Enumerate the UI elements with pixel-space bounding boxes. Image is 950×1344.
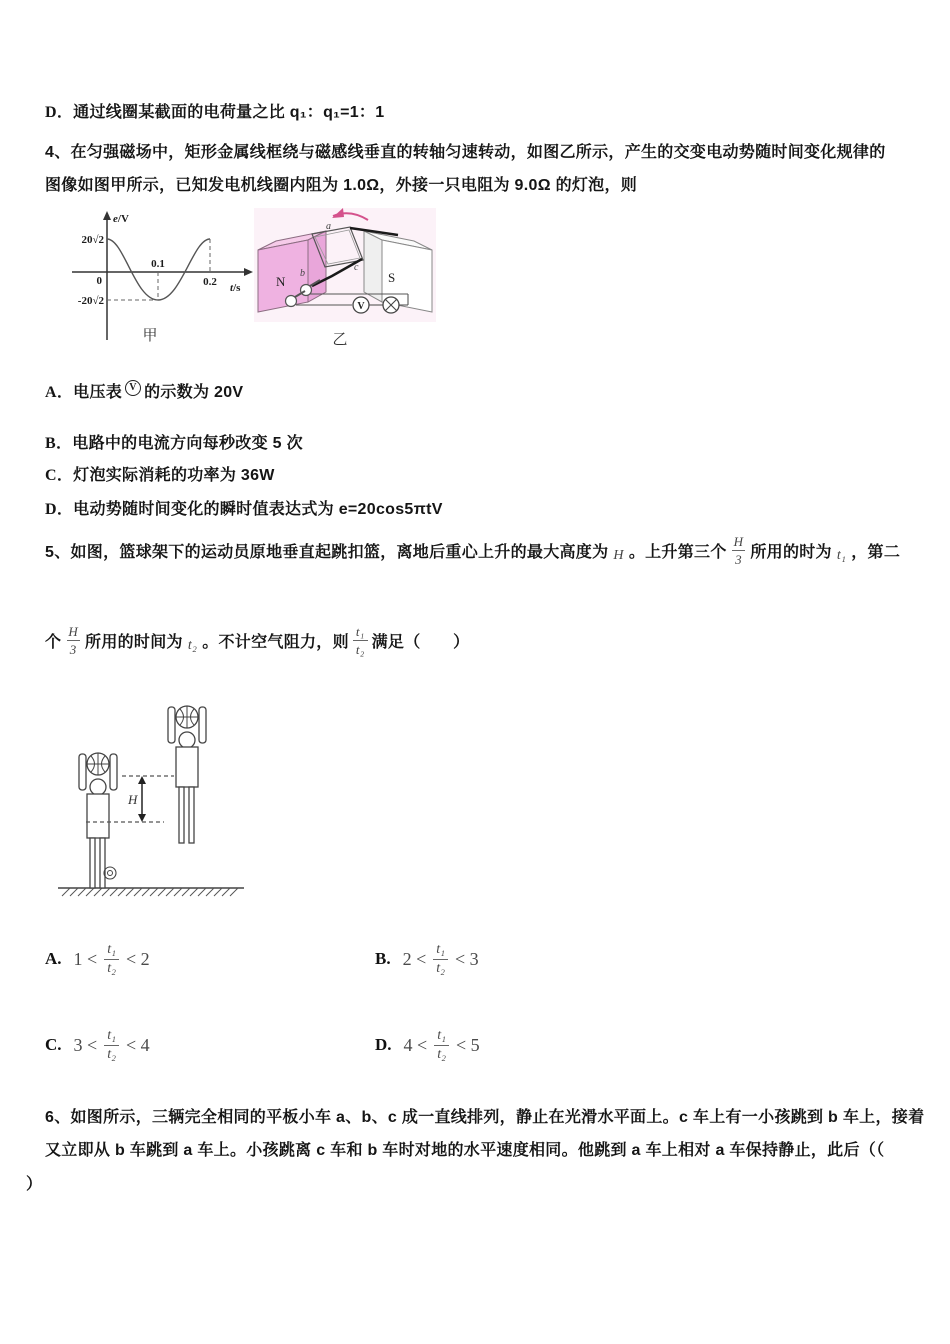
q4-stem-line2: 图像如图甲所示，已知发电机线圈内阻为 1.0Ω，外接一只电阻为 9.0Ω 的灯泡，则 xyxy=(45,177,638,194)
basketball-icon xyxy=(176,706,198,728)
figure-basketball-jump xyxy=(52,692,252,907)
stem-text: 所用的时间为 xyxy=(85,633,183,651)
stem-text: 满足（ ） xyxy=(371,633,470,651)
option-label: C. xyxy=(45,1035,62,1054)
y-min-label: -20√2 xyxy=(77,295,104,307)
option-formula: 4 < $\frac{\text{t₁}}{\text{t₂}}$ < 5 xyxy=(403,1027,480,1062)
option-formula: 2 < $\frac{\text{t₁}}{\text{t₂}}$ < 3 xyxy=(402,941,479,976)
fraction-t1-over-t2: $\frac{\text{t₁}}{\text{t₂}}$ xyxy=(353,625,368,656)
var-t2: t₂ xyxy=(187,638,198,653)
option-text: 的示数为 20V xyxy=(144,384,244,401)
q5-option-b xyxy=(375,928,479,990)
q6-stem-line1: 6、如图所示，三辆完全相同的平板小车 a、b、c 成一直线排列，静止在光滑水平面上。c 车上有一小孩跳到 b 车上，接着 xyxy=(45,1109,925,1126)
option-label: B． xyxy=(45,435,73,452)
y-max-label: 20√2 xyxy=(81,234,104,246)
q4-stem-line1: 4、在匀强磁场中，矩形金属线框绕与磁感线垂直的转轴匀速转动，如图乙所示，产生的交变电动势随时间变化规律的 xyxy=(45,144,886,161)
y-axis-title: e/V xyxy=(113,213,129,225)
caption-yi: 乙 xyxy=(332,332,348,348)
fraction-t1-over-t2: $\frac{\text{t₁}}{\text{t₂}}$ xyxy=(104,1029,119,1062)
ground xyxy=(58,888,244,896)
option-text: 灯泡实际消耗的功率为 36W xyxy=(73,467,275,484)
q5-option-d xyxy=(375,1014,480,1076)
var-h: H xyxy=(613,548,624,563)
fraction-t1-over-t2: $\frac{\text{t₁}}{\text{t₂}}$ xyxy=(434,1029,449,1062)
stem-text: 个 xyxy=(45,633,62,651)
option-text: 电路中的电流方向每秒改变 5 次 xyxy=(72,435,303,452)
x-tick-01: 0.1 xyxy=(151,258,165,270)
y-axis xyxy=(103,211,111,340)
option-label: D． xyxy=(45,104,74,121)
stem-text: ，第二 xyxy=(851,543,901,561)
stem-text: 。不计空气阻力，则 xyxy=(202,633,349,651)
small-ball-icon xyxy=(104,867,116,879)
height-arrow xyxy=(138,776,146,822)
fraction-t1-over-t2: $\frac{\text{t₁}}{\text{t₂}}$ xyxy=(104,943,119,976)
bulb-icon xyxy=(383,297,399,313)
figure-generator xyxy=(250,206,440,348)
player-airborne xyxy=(168,706,206,843)
coil-label-a: a xyxy=(326,221,331,232)
q5-option-c xyxy=(45,1014,150,1076)
option-formula: 1 < $\frac{\text{t₁}}{\text{t₂}}$ < 2 xyxy=(73,941,150,976)
n-pole-label: N xyxy=(276,274,286,289)
voltmeter-icon xyxy=(353,297,369,313)
q6-stem-line2: 又立即从 b 车跳到 a 车上。小孩跳离 c 车和 b 车时对地的水平速度相同。他跳到 a 车上相对 a 车保持静止，此后（（ xyxy=(45,1142,885,1159)
basketball-icon xyxy=(87,753,109,775)
q5-option-a xyxy=(45,928,150,990)
y-zero-label: 0 xyxy=(96,275,102,287)
q4-option-c xyxy=(45,462,275,485)
voltmeter-inline-icon: V xyxy=(125,380,141,396)
option-text: 电压表 xyxy=(73,384,123,401)
coil-label-c: c xyxy=(354,262,359,273)
q4-option-d xyxy=(45,496,443,519)
fraction-h-over-3: $\frac{H}{3}$ xyxy=(733,533,744,567)
svg-text:V: V xyxy=(357,301,365,312)
coil-label-b: b xyxy=(300,268,305,279)
fraction-t1-over-t2: $\frac{\text{t₁}}{\text{t₂}}$ xyxy=(433,943,448,976)
option-label: A． xyxy=(45,384,74,401)
x-axis-title: t/s xyxy=(230,282,241,294)
q4-option-a xyxy=(45,379,243,402)
option-label: D． xyxy=(45,501,74,518)
option-text: 通过线圈某截面的电荷量之比 q₁：q₁=1：1 xyxy=(73,104,385,121)
stem-text: 所用的时为 xyxy=(750,543,832,561)
stem-text: 5、如图，篮球架下的运动员原地垂直起跳扣篮，离地后重心上升的最大高度为 xyxy=(45,543,609,561)
h-label: H xyxy=(128,792,138,807)
option-formula: 3 < $\frac{\text{t₁}}{\text{t₂}}$ < 4 xyxy=(73,1027,150,1062)
option-label: A. xyxy=(45,949,62,968)
q5-stem-line2 xyxy=(45,614,469,666)
x-tick-02: 0.2 xyxy=(203,276,217,288)
q5-stem-line1 xyxy=(45,528,900,572)
q4-option-b xyxy=(45,430,303,453)
var-t1: t₁ xyxy=(836,548,847,563)
option-text: 电动势随时间变化的瞬时值表达式为 e=20cos5πtV xyxy=(73,501,443,518)
stem-text: 。上升第三个 xyxy=(628,543,727,561)
figure-emf-graph xyxy=(62,208,257,348)
option-label: C． xyxy=(45,467,74,484)
option-label: D. xyxy=(375,1035,392,1054)
s-pole-label: S xyxy=(388,270,396,285)
caption-jia: 甲 xyxy=(142,328,158,344)
prev-option-d xyxy=(45,99,384,122)
fraction-h-over-3: $\frac{H}{3}$ xyxy=(68,623,79,657)
option-label: B. xyxy=(375,949,391,968)
player-standing xyxy=(79,753,117,888)
q6-stem-line3: ） xyxy=(26,1176,43,1193)
